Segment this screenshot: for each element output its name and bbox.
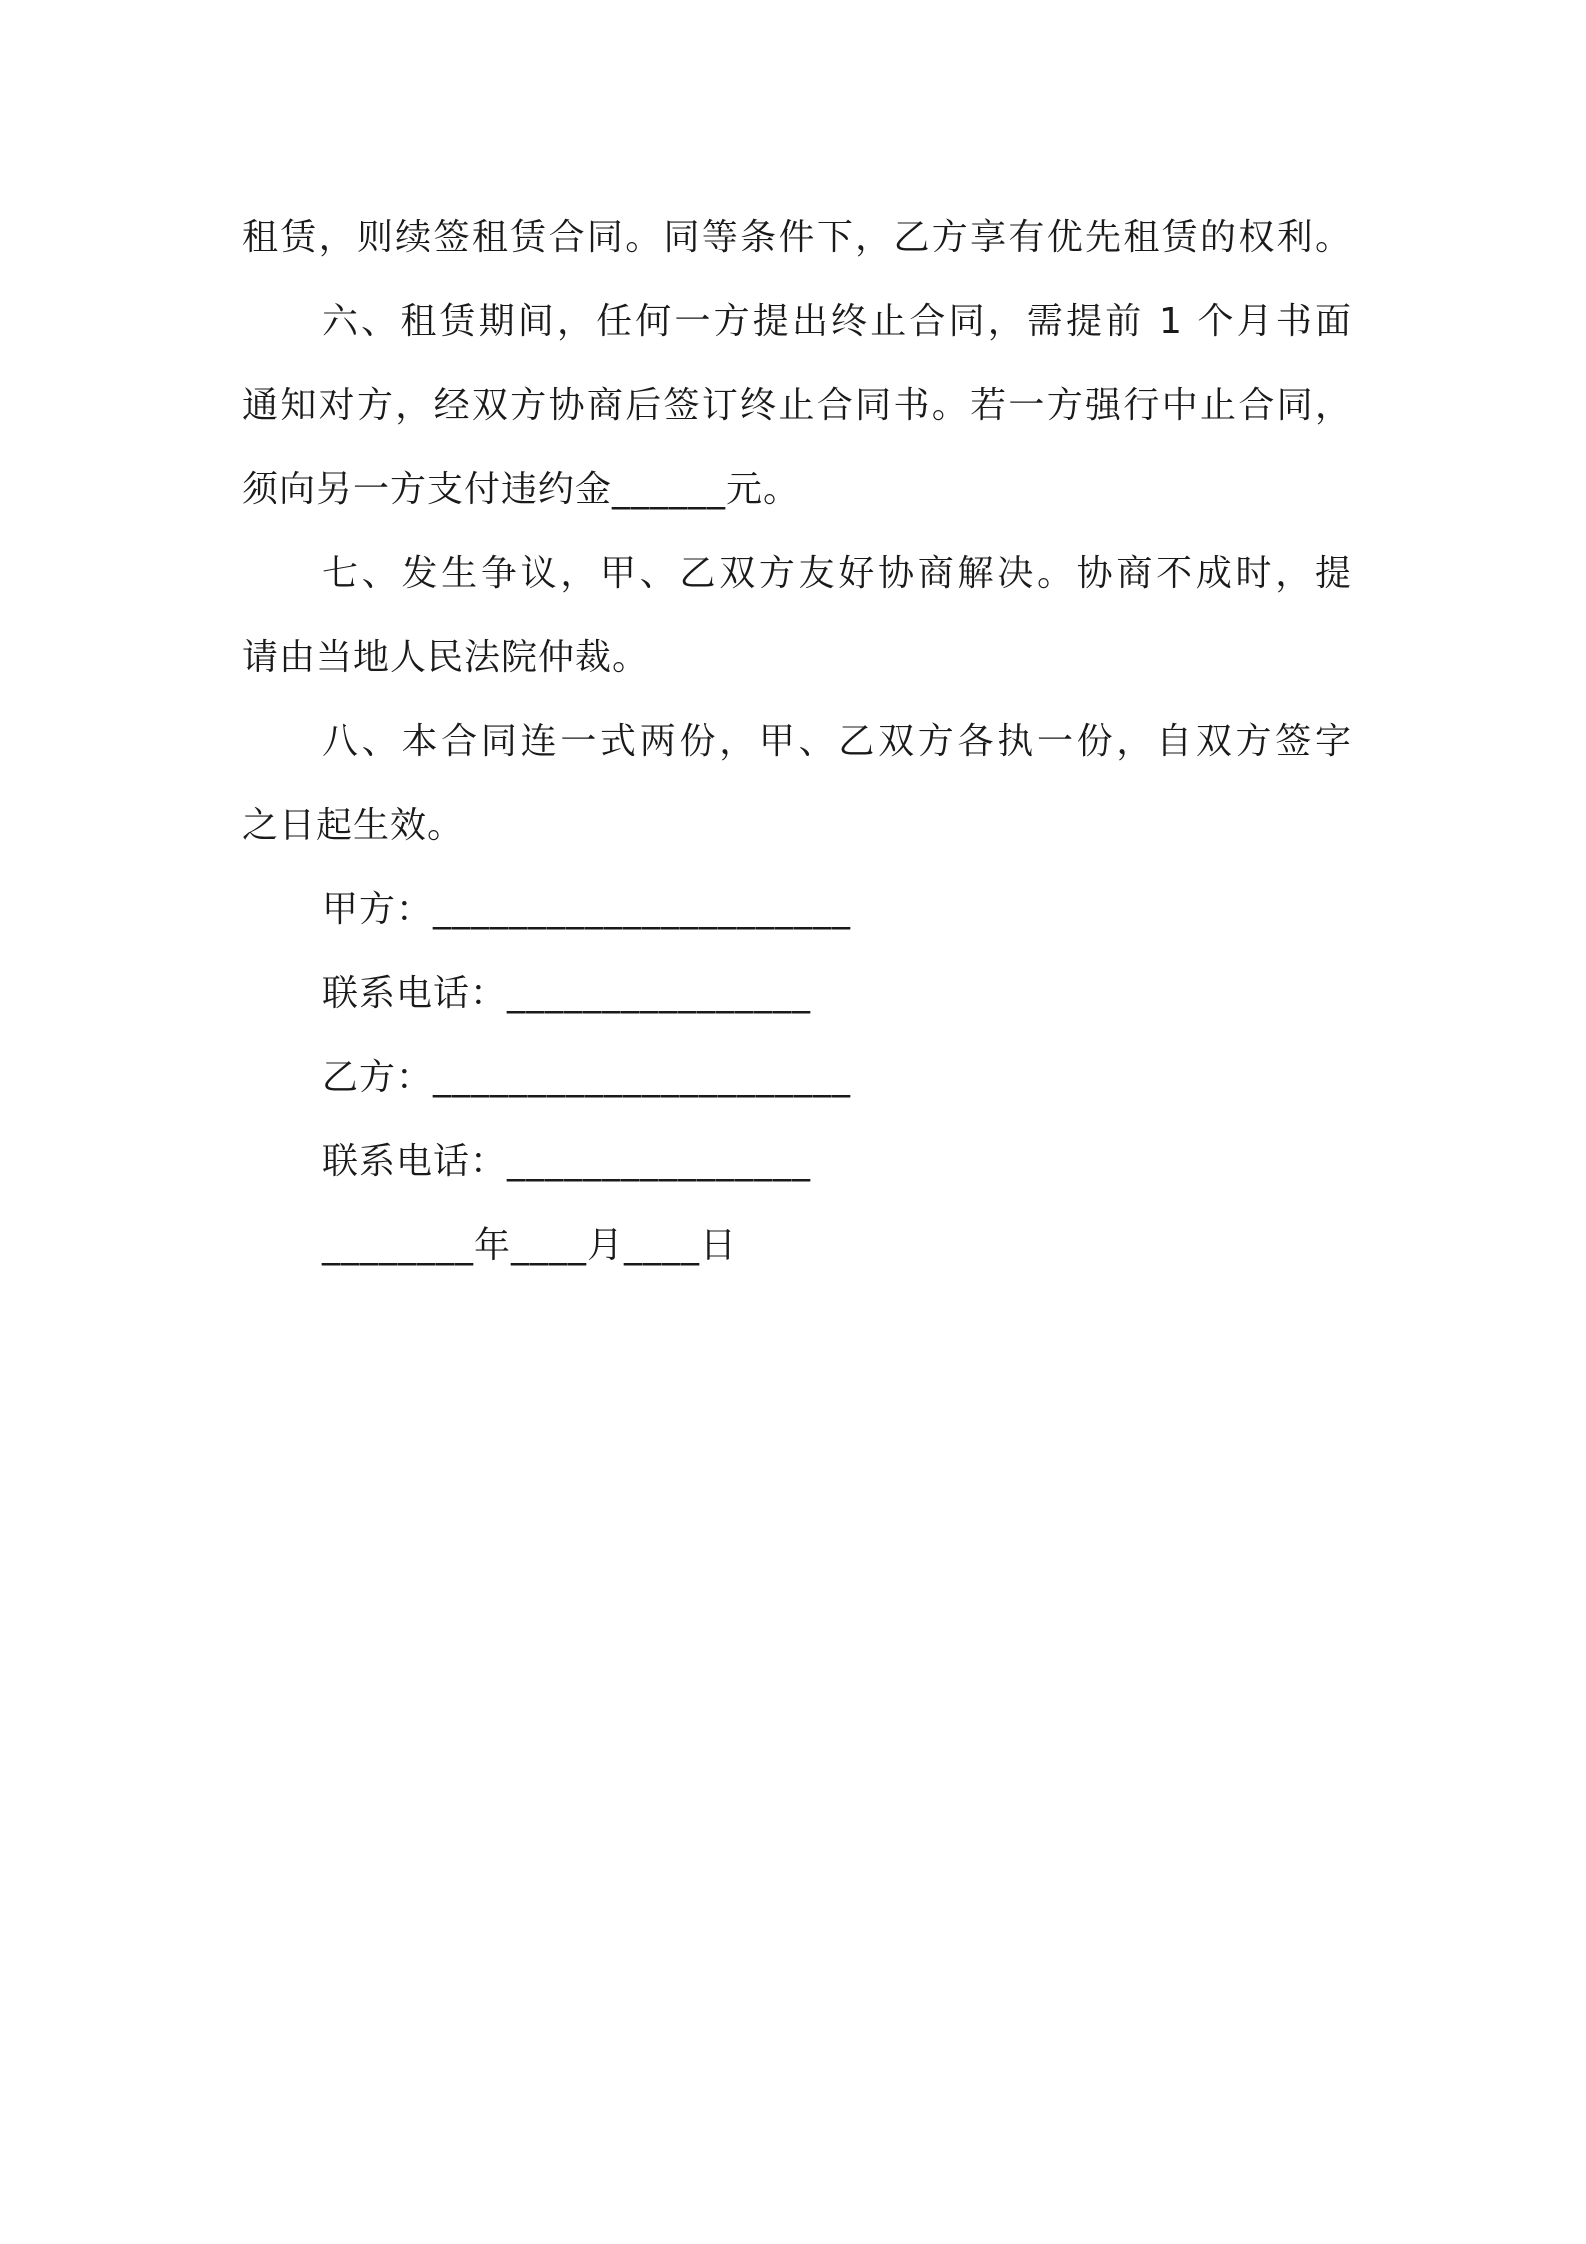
clause-6-line-3: 须向另一方支付违约金______元。 <box>242 469 801 510</box>
clause-6-line-2: 通知对方，经双方协商后签订终止合同书。若一方强行中止合同， <box>242 385 1352 426</box>
date-field: ________年____月____日 <box>322 1225 737 1266</box>
clause-8-line-1: 八、本合同连一式两份，甲、乙双方各执一份，自双方签字 <box>322 721 1352 762</box>
document-body <box>242 196 1352 1288</box>
party-b-phone-field: 联系电话：________________ <box>322 1141 812 1182</box>
clause-8-line-2: 之日起生效。 <box>242 805 465 846</box>
clause-6-line-1: 六、租赁期间，任何一方提出终止合同，需提前 1 个月书面 <box>322 301 1352 342</box>
clause-7-line-1: 七、发生争议，甲、乙双方友好协商解决。协商不成时，提 <box>322 553 1352 594</box>
party-a-phone-field: 联系电话：________________ <box>322 973 812 1014</box>
clause-5-tail-line-1: 租赁，则续签租赁合同。同等条件下，乙方享有优先租赁的权利。 <box>242 217 1352 258</box>
clause-7-line-2: 请由当地人民法院仲裁。 <box>242 637 650 678</box>
party-a-signature-field: 甲方：______________________ <box>322 889 852 930</box>
party-b-signature-field: 乙方：______________________ <box>322 1057 852 1098</box>
